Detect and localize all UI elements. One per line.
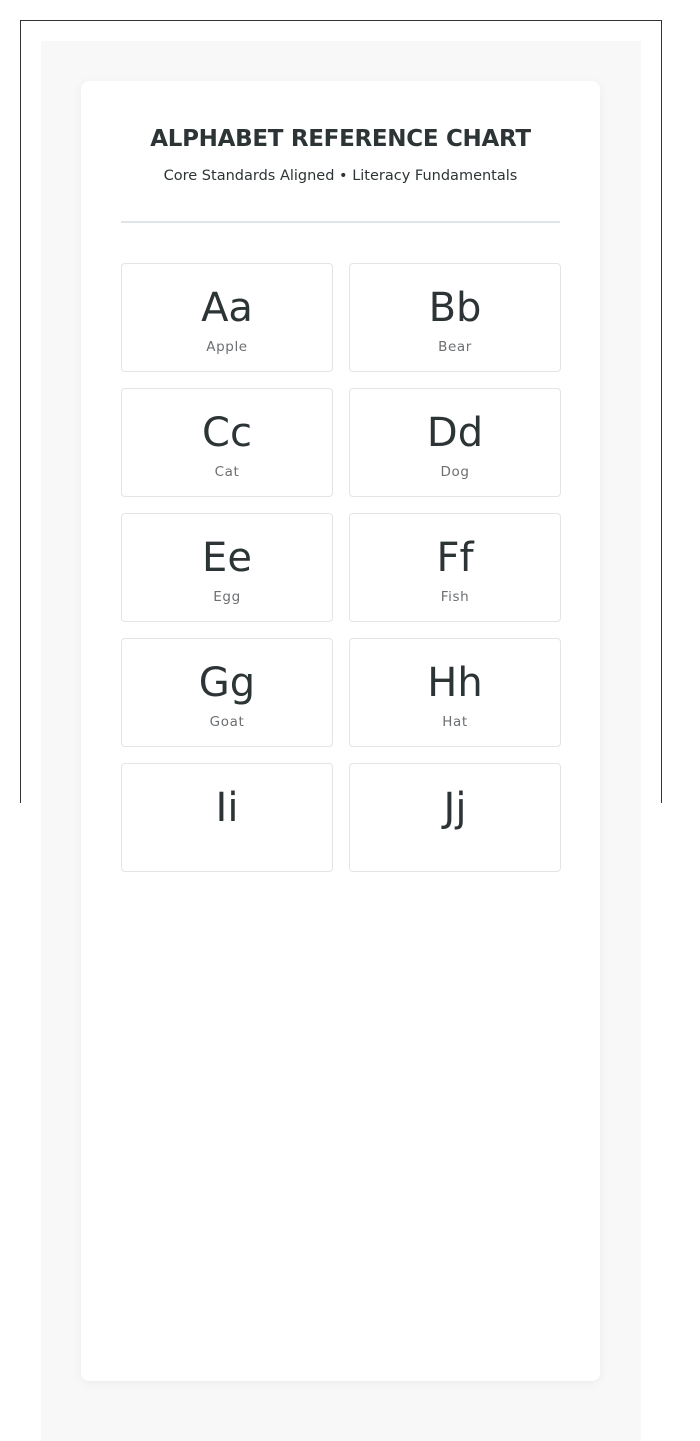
letter-glyph: Jj [443, 785, 467, 831]
letter-word: Apple [206, 339, 248, 355]
header-divider [121, 221, 560, 223]
letter-word: Cat [214, 464, 240, 480]
letter-card-a [121, 263, 333, 372]
letter-grid [121, 263, 560, 872]
letter-card-e [121, 513, 333, 622]
letter-card-j [349, 763, 561, 872]
letter-word: Dog [440, 464, 470, 480]
page-subtitle: Core Standards Aligned • Literacy Fundamentals [163, 168, 518, 184]
letter-word: Egg [213, 589, 241, 605]
letter-glyph: Hh [427, 660, 483, 706]
letter-glyph: Aa [201, 285, 253, 331]
letter-card-f [349, 513, 561, 622]
page-background [41, 41, 641, 1441]
letter-card-h [349, 638, 561, 747]
letter-card-i [121, 763, 333, 872]
letter-word: Bear [438, 339, 472, 355]
page-title: ALPHABET REFERENCE CHART [150, 126, 531, 152]
letter-word: Fish [440, 589, 470, 605]
letter-card-d [349, 388, 561, 497]
letter-glyph: Bb [428, 285, 482, 331]
letter-glyph: Ff [436, 535, 474, 581]
letter-glyph: Cc [202, 410, 252, 456]
letter-glyph: Ii [215, 785, 239, 831]
letter-glyph: Ee [202, 535, 252, 581]
letter-word: Goat [209, 714, 245, 730]
letter-card-b [349, 263, 561, 372]
page-viewport[interactable] [20, 20, 662, 831]
letter-card-c [121, 388, 333, 497]
letter-card-g [121, 638, 333, 747]
letter-glyph: Dd [426, 410, 484, 456]
letter-word: Hat [442, 714, 468, 730]
alphabet-chart-sheet [81, 81, 600, 1381]
letter-glyph: Gg [198, 660, 256, 706]
